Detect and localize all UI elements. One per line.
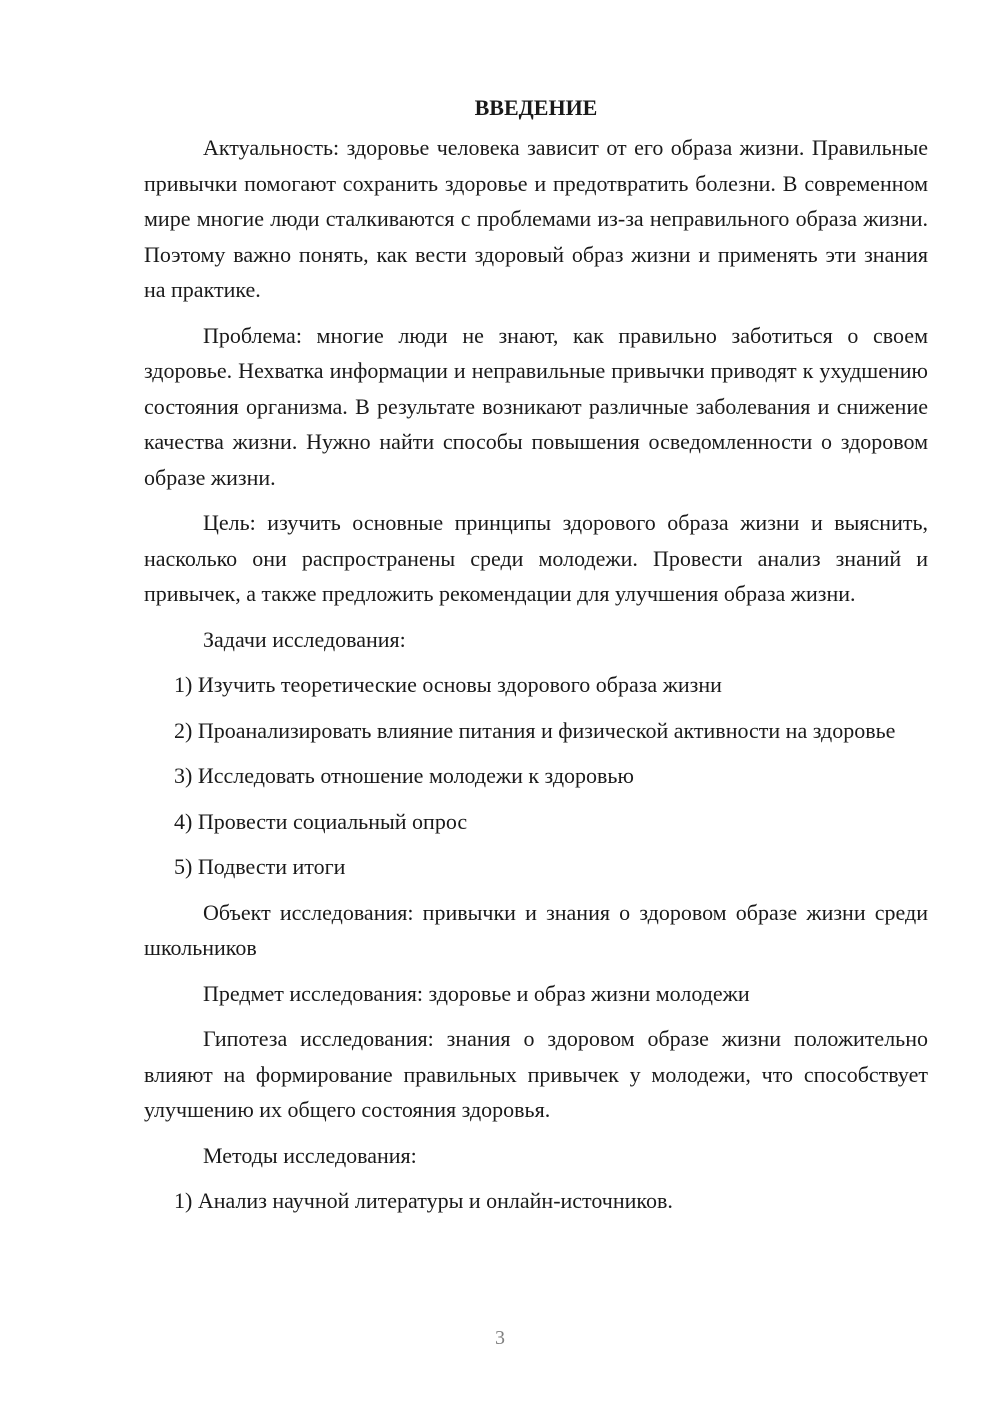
task-item: 5) Подвести итоги bbox=[174, 854, 346, 879]
task-item: 2) Проанализировать влияние питания и физической активности на здоровье bbox=[174, 717, 896, 743]
paragraph-goal: Цель: изучить основные принципы здорового образа жизни и выяснить, насколько они распространены среди молодежи. Провести анализ знаний и привычек, а также предложить рекомендации для улучшения образа жизни. bbox=[144, 510, 928, 606]
paragraph-subject: Предмет исследования: здоровье и образ жизни молодежи bbox=[203, 980, 750, 1006]
paragraph-relevance: Актуальность: здоровье человека зависит от его образа жизни. Правильные привычки помогают сохранить здоровье и предотвратить болезни. В современном мире многие люди сталкиваются с проблемами из-за неправильного образа жизни. Поэтому важно понять, как вести здоровый образ жизни и применять эти знания на практике. bbox=[144, 135, 928, 302]
paragraph-object: Объект исследования: привычки и знания о здоровом образе жизни среди школьников bbox=[144, 899, 928, 960]
tasks-heading: Задачи исследования: bbox=[203, 626, 406, 652]
paragraph-problem: Проблема: многие люди не знают, как правильно заботиться о своем здоровье. Нехватка информации и неправильные привычки приводят к ухудшению состояния организма. В результате возникают различные заболевания и снижение качества жизни. Нужно найти способы повышения осведомленности о здоровом образе жизни. bbox=[144, 322, 928, 490]
method-item: 1) Анализ научной литературы и онлайн-источников. bbox=[174, 1188, 673, 1213]
page-body bbox=[144, 90, 928, 1219]
paragraph-hypothesis: Гипотеза исследования: знания о здоровом образе жизни положительно влияют на формирование правильных привычек у молодежи, что способствует улучшению их общего состояния здоровья. bbox=[144, 1026, 928, 1122]
page-number: 3 bbox=[495, 1327, 505, 1349]
task-item: 1) Изучить теоретические основы здорового образа жизни bbox=[174, 672, 722, 697]
task-item: 4) Провести социальный опрос bbox=[174, 808, 468, 834]
task-item: 3) Исследовать отношение молодежи к здоровью bbox=[174, 763, 634, 788]
section-title: ВВЕДЕНИЕ bbox=[474, 95, 598, 120]
methods-heading: Методы исследования: bbox=[203, 1142, 417, 1168]
